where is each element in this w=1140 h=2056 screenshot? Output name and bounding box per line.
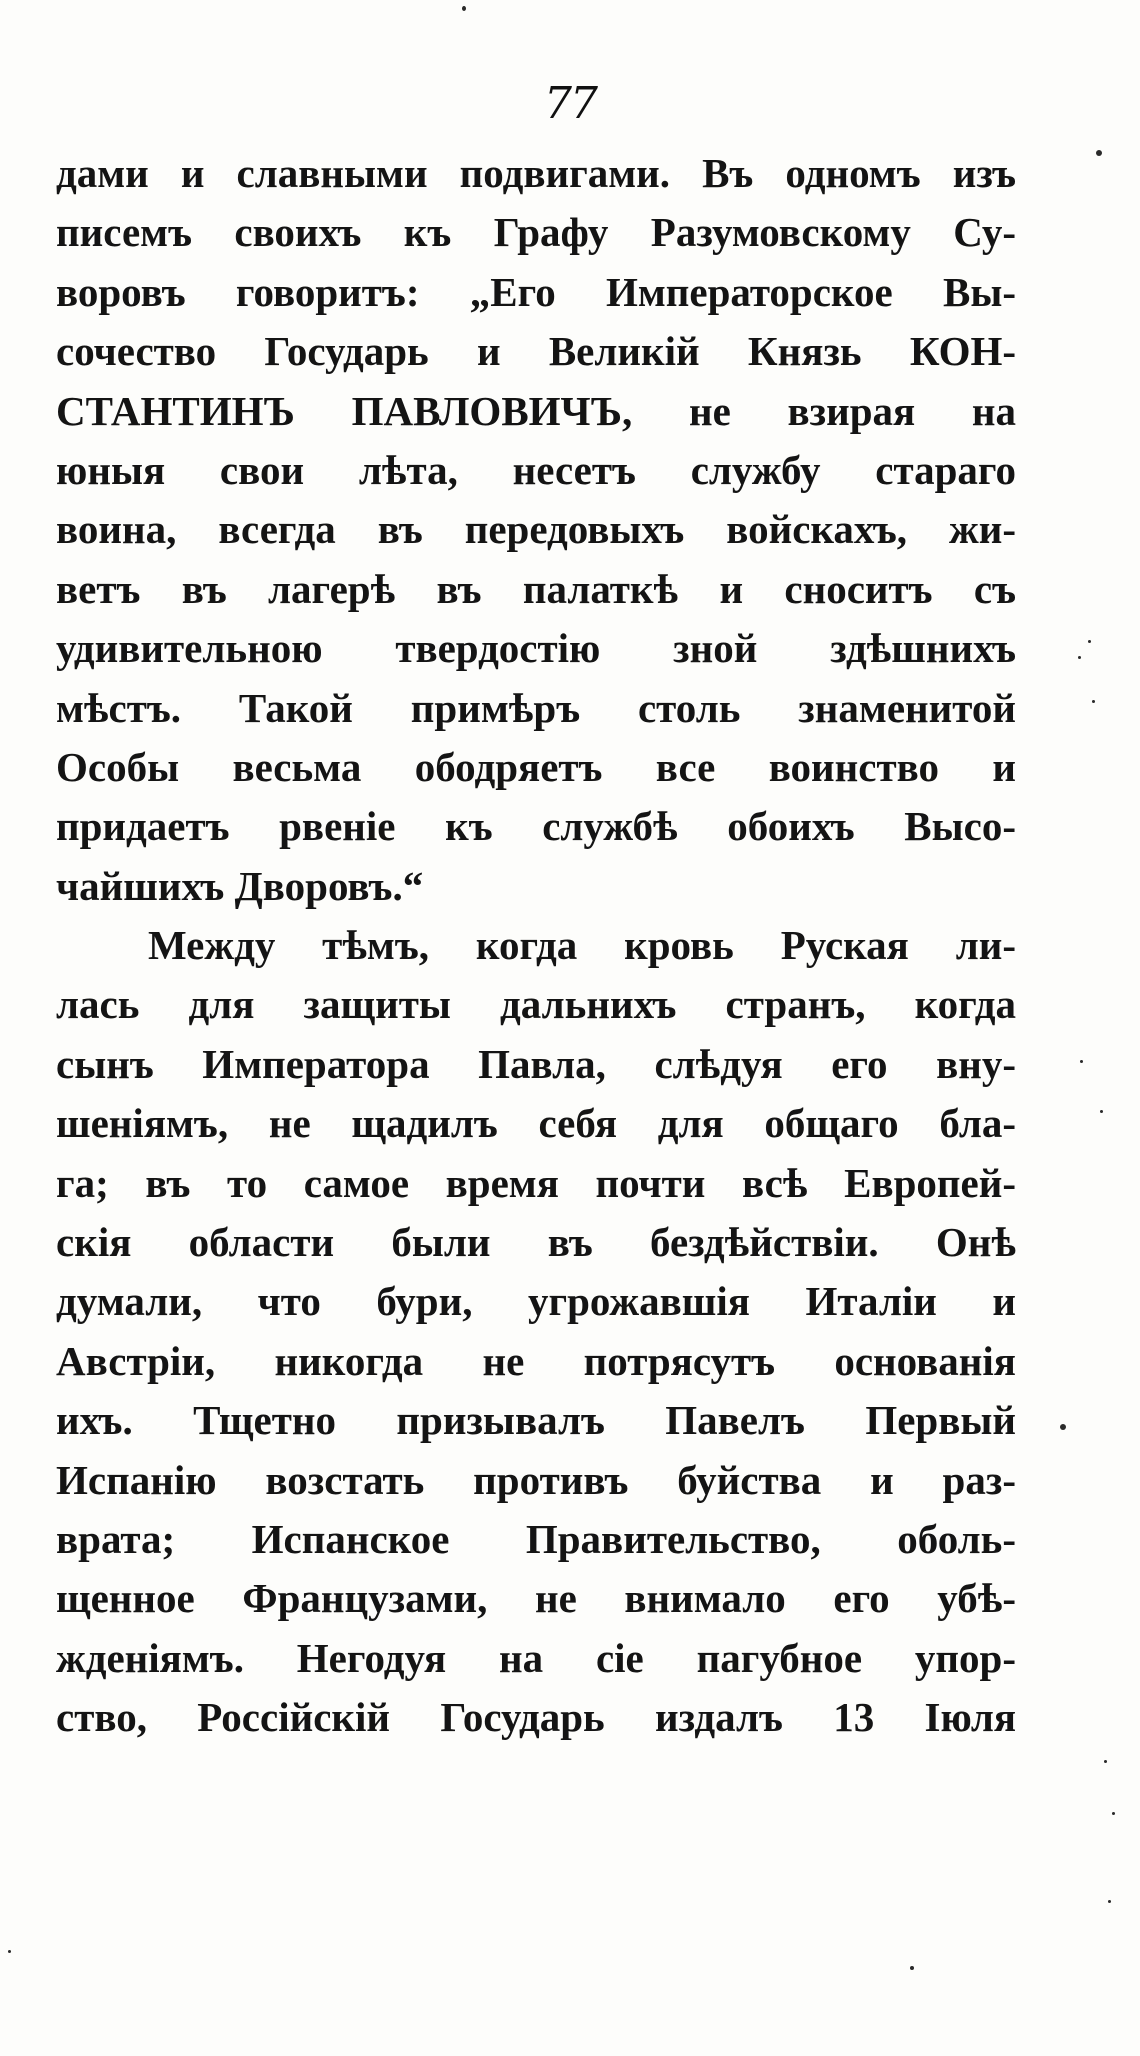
text-line: сынъ Императора Павла, слѣдуя его вну- <box>56 1040 1016 1087</box>
text-line: писемъ своихъ къ Графу Разумовскому Су- <box>56 209 1016 256</box>
text-line: сочество Государь и Великій Князь КОН- <box>56 328 1016 375</box>
scan-speck <box>1088 640 1091 643</box>
text-line: юныя свои лѣта, несетъ службу стараго <box>56 446 1016 493</box>
text-line: га; въ то самое время почти всѣ Европей- <box>56 1159 1016 1206</box>
text-line: Австріи, никогда не потрясутъ основанія <box>56 1337 1016 1384</box>
text-line: придаетъ рвеніе къ службѣ обоихъ Высо- <box>56 803 1016 850</box>
text-line: воровъ говоритъ: „Его Императорское Вы- <box>56 268 1016 315</box>
scan-speck <box>1104 1760 1107 1763</box>
text-line: Особы весьма ободряетъ все воинство и <box>56 743 1016 790</box>
text-line: врата; Испанское Правительство, оболь- <box>56 1515 1016 1562</box>
text-line: воина, всегда въ передовыхъ войскахъ, жи- <box>56 506 1016 553</box>
scan-speck <box>1100 1110 1103 1113</box>
text-line: скія области были въ бездѣйствіи. Онѣ <box>56 1219 1016 1266</box>
text-line: ихъ. Тщетно призывалъ Павелъ Первый <box>56 1397 1016 1444</box>
text-line: думали, что бури, угрожавшія Италіи и <box>56 1278 1016 1325</box>
text-line: жденіямъ. Негодуя на сіе пагубное упор- <box>56 1634 1016 1681</box>
text-line: шеніямъ, не щадилъ себя для общаго бла- <box>56 1100 1016 1147</box>
text-line: чайшихъ Дворовъ.“ <box>56 862 424 909</box>
scan-speck <box>8 1950 11 1953</box>
scan-speck <box>1078 656 1081 659</box>
scan-speck <box>1092 700 1095 703</box>
scan-speck <box>910 1966 914 1970</box>
text-line: лась для защиты дальнихъ странъ, когда <box>56 981 1016 1028</box>
scan-speck <box>1112 1812 1115 1815</box>
text-line: удивительною твердостію зной здѣшнихъ <box>56 625 1016 672</box>
page-number: 77 <box>544 78 596 129</box>
text-line: мѣстъ. Такой примѣръ столь знаменитой <box>56 684 1016 731</box>
scan-speck <box>1080 1060 1083 1063</box>
scan-speck <box>1096 150 1102 156</box>
scan-speck <box>462 6 466 11</box>
text-line: Испанію возстать противъ буйства и раз- <box>56 1456 1016 1503</box>
text-line: ство, Россійскій Государь издалъ 13 Іюля <box>56 1694 1016 1741</box>
scan-speck <box>1108 1900 1111 1903</box>
scan-speck <box>1060 1424 1066 1430</box>
text-line: Между тѣмъ, когда кровь Руская ли- <box>148 922 1016 969</box>
text-line: СТАНТИНЪ ПАВЛОВИЧЪ, не взирая на <box>56 387 1016 434</box>
text-line: ветъ въ лагерѣ въ палаткѣ и сноситъ съ <box>56 565 1016 612</box>
text-line: дами и славными подвигами. Въ одномъ изъ <box>56 150 1016 196</box>
text-line: щенное Французами, не внимало его убѣ- <box>56 1575 1016 1622</box>
body-text <box>56 144 1016 1748</box>
